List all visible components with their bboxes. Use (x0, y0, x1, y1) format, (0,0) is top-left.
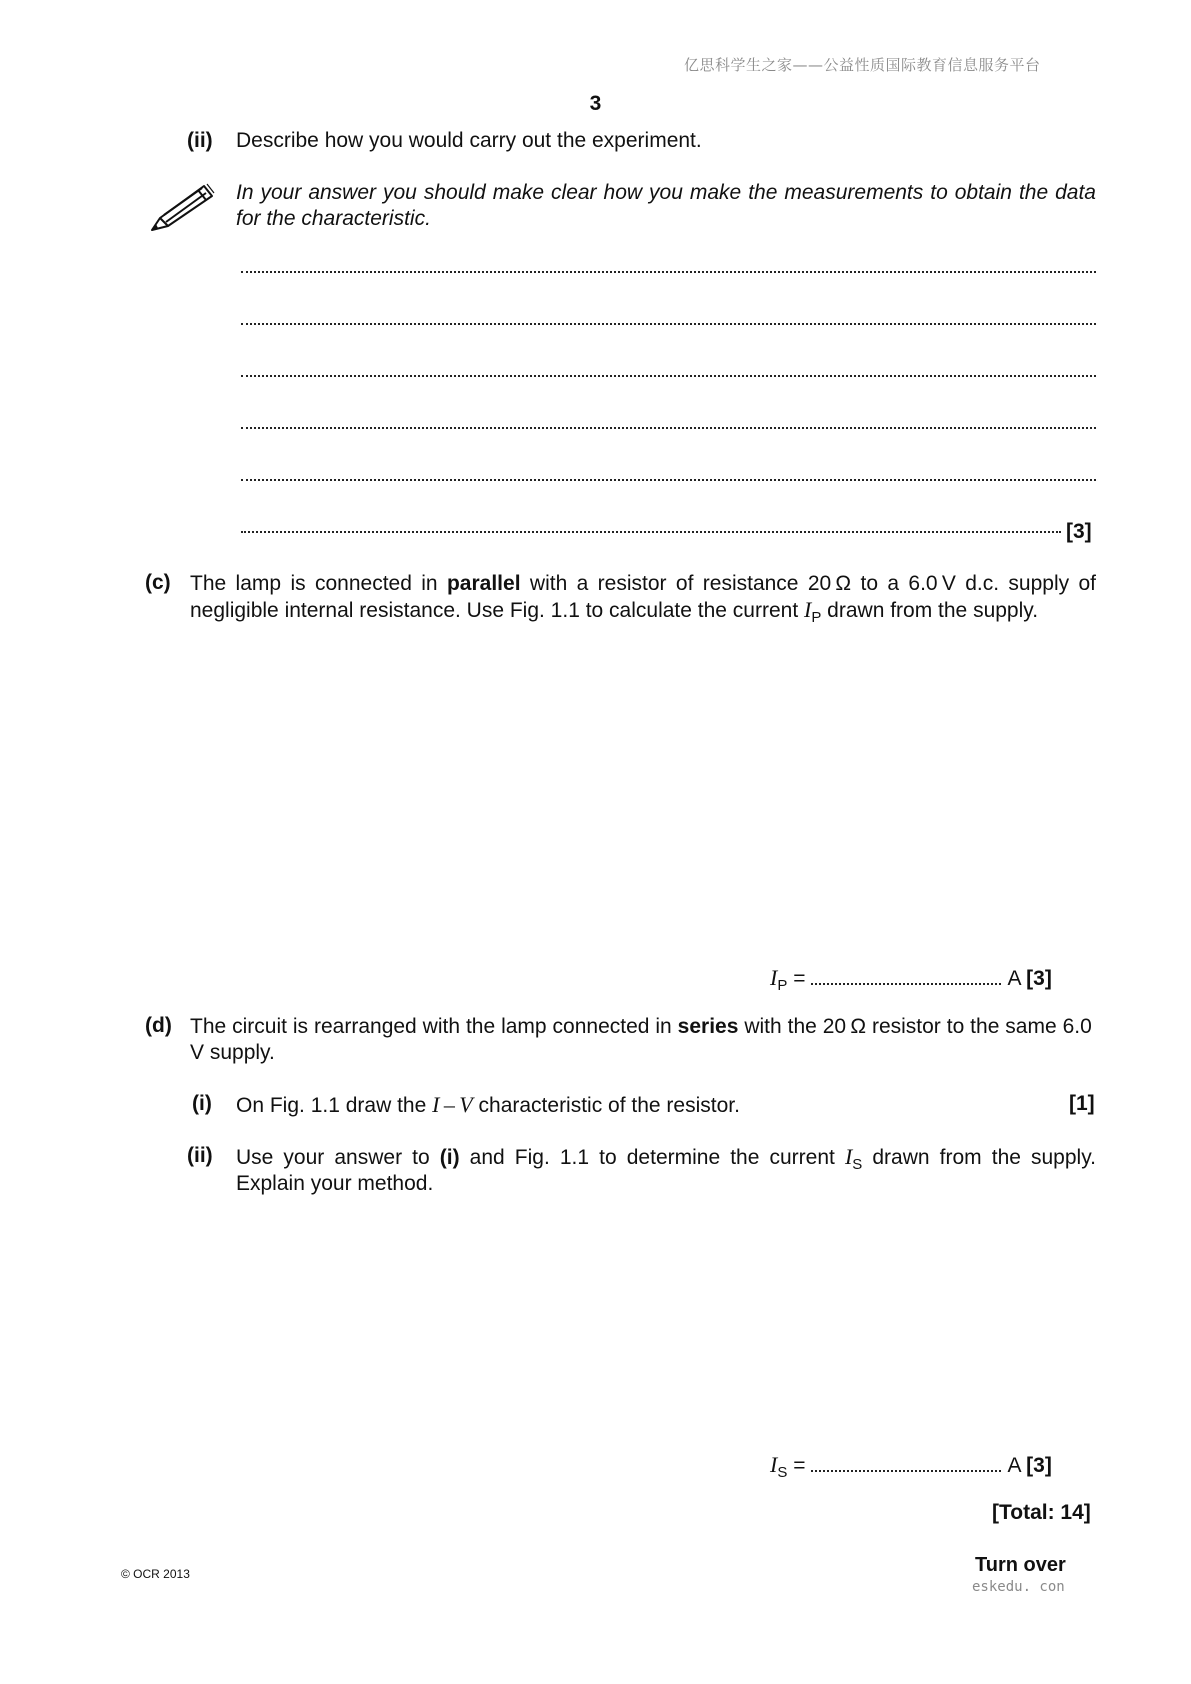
turn-over: Turn over (975, 1554, 1066, 1576)
question-label-c: (c) (145, 571, 171, 594)
question-label-d: (d) (145, 1014, 172, 1037)
answer-field-ip (770, 965, 1052, 994)
answer-input-is[interactable] (811, 1456, 1001, 1472)
question-d-text-1: The circuit is rearranged with the lamp connected in (190, 1015, 678, 1038)
current-symbol-s: I (844, 1144, 853, 1169)
answer-equals-ip: = (793, 967, 806, 990)
question-c-text-1: The lamp is connected in (190, 572, 447, 595)
question-d-text-2: with the 20 Ω resistor to the same 6.0 V supply. (190, 1015, 1096, 1064)
answer-line-2[interactable] (241, 319, 1096, 325)
answer-field-is (770, 1452, 1052, 1481)
marks-d-ii: [3] (1026, 1454, 1052, 1477)
answer-line-5[interactable] (241, 475, 1096, 481)
answer-unit-is: A (1007, 1454, 1021, 1477)
question-label-b-ii: (ii) (187, 129, 213, 152)
question-c-bold: parallel (446, 572, 521, 595)
current-sub-s: S (852, 1156, 863, 1173)
current-symbol-p: I (804, 597, 812, 622)
question-c-text (190, 571, 1096, 624)
question-b-ii-text: Describe how you would carry out the experiment. (236, 129, 702, 152)
question-d-ii-text-1: Use your answer to (236, 1146, 440, 1169)
question-label-d-i: (i) (192, 1092, 212, 1115)
total-marks: [Total: 14] (992, 1501, 1091, 1524)
answer-symbol-is: I (770, 1452, 778, 1477)
question-c-text-2: with a resistor of resistance 20 Ω to a 6.0 V d.c. supply of negligible internal resistance. Use Fig. 1.1 to calculate the current (190, 572, 1097, 622)
answer-line-4[interactable] (241, 423, 1096, 429)
marks-b-ii: [3] (1066, 520, 1092, 543)
question-c-text-3: drawn from the supply. (821, 599, 1039, 622)
question-d-ii-text-3: drawn from the supply. Explain your method. (236, 1146, 1096, 1195)
question-label-d-ii: (ii) (187, 1144, 213, 1167)
marks-c: [3] (1026, 967, 1052, 990)
question-d-bold: series (677, 1015, 739, 1038)
answer-line-3[interactable] (241, 371, 1096, 377)
copyright: © OCR 2013 (121, 1567, 190, 1581)
answer-line-6[interactable] (241, 527, 1061, 533)
answer-sub-ip: P (777, 977, 788, 994)
answer-instruction: In your answer you should make clear how you make the measurements to obtain the data for the characteristic. (236, 181, 1096, 230)
question-d-text (190, 1014, 1096, 1066)
question-d-i-text-1: On Fig. 1.1 draw the (236, 1094, 433, 1117)
page-number: 3 (589, 92, 602, 115)
question-d-ii-text (236, 1144, 1096, 1197)
header-watermark: 亿思科学生之家——公益性质国际教育信息服务平台 (684, 56, 1041, 74)
answer-line-1[interactable] (241, 267, 1096, 273)
question-d-ii-ref: (i) (439, 1146, 460, 1169)
iv-symbol: I – V (432, 1092, 473, 1117)
marks-d-i: [1] (1069, 1092, 1095, 1115)
answer-unit-ip: A (1007, 967, 1021, 990)
answer-symbol-ip: I (770, 965, 778, 990)
footer-watermark: eskedu. con (972, 1579, 1065, 1595)
current-sub-p: P (811, 609, 822, 626)
answer-equals-is: = (793, 1454, 806, 1477)
question-d-i-text (236, 1092, 740, 1118)
answer-input-ip[interactable] (811, 969, 1001, 985)
question-d-i-text-2: characteristic of the resistor. (472, 1094, 740, 1117)
pencil-icon (146, 180, 216, 236)
answer-sub-is: S (777, 1464, 788, 1481)
question-d-ii-text-2: and Fig. 1.1 to determine the current (459, 1146, 845, 1169)
